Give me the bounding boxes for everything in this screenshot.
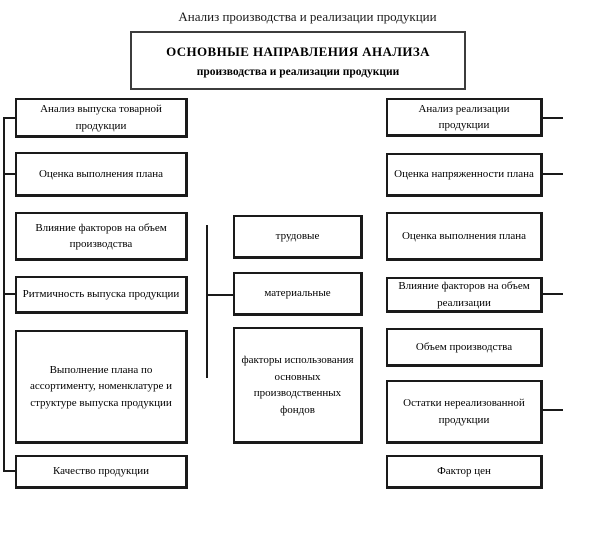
left-node-plan-fulfillment: Оценка выполнения плана xyxy=(15,152,188,197)
right-node-sales-analysis: Анализ реализации продукции xyxy=(386,98,543,137)
connector-left-stub-1 xyxy=(3,117,15,119)
left-node-output-rhythm: Ритмичность выпуска продукции xyxy=(15,276,188,314)
middle-node-labor: трудовые xyxy=(233,215,363,259)
connector-right-stub-1 xyxy=(543,117,563,119)
right-node-plan-fulfillment: Оценка выполнения плана xyxy=(386,212,543,261)
left-node-commodity-output-analysis: Анализ выпуска товарной продукции xyxy=(15,98,188,138)
main-heading-box xyxy=(130,31,466,90)
connector-left-stub-2 xyxy=(3,173,15,175)
connector-right-stub-4 xyxy=(543,409,563,411)
connector-right-stub-2 xyxy=(543,173,563,175)
main-heading-line1: ОСНОВНЫЕ НАПРАВЛЕНИЯ АНАЛИЗА xyxy=(166,43,430,59)
left-node-assortment-plan: Выполнение плана по ассортименту, номенклатуре и структуре выпуска продукции xyxy=(15,330,188,444)
right-node-unsold-leftovers: Остатки нереализованной продукции xyxy=(386,380,543,444)
connector-middle-stub xyxy=(206,294,233,296)
top-caption: Анализ производства и реализации продукции xyxy=(178,9,437,24)
middle-node-material: материальные xyxy=(233,272,363,316)
left-node-product-quality: Качество продукции xyxy=(15,455,188,489)
right-node-price-factor: Фактор цен xyxy=(386,455,543,489)
connector-right-stub-3 xyxy=(543,293,563,295)
right-node-plan-intensity: Оценка напряженности плана xyxy=(386,153,543,197)
left-node-factors-production-volume: Влияние факторов на объем производства xyxy=(15,212,188,261)
connector-middle-bracket xyxy=(206,225,208,378)
right-node-factors-sales-volume: Влияние факторов на объем реализации xyxy=(386,277,543,313)
middle-node-fixed-assets-factors: факторы использования основных производственных фондов xyxy=(233,327,363,444)
right-node-production-volume: Объем производства xyxy=(386,328,543,367)
main-heading-line2: производства и реализации продукции xyxy=(196,65,400,78)
connector-left-stub-3 xyxy=(3,293,15,295)
connector-left-stub-4 xyxy=(3,470,15,472)
